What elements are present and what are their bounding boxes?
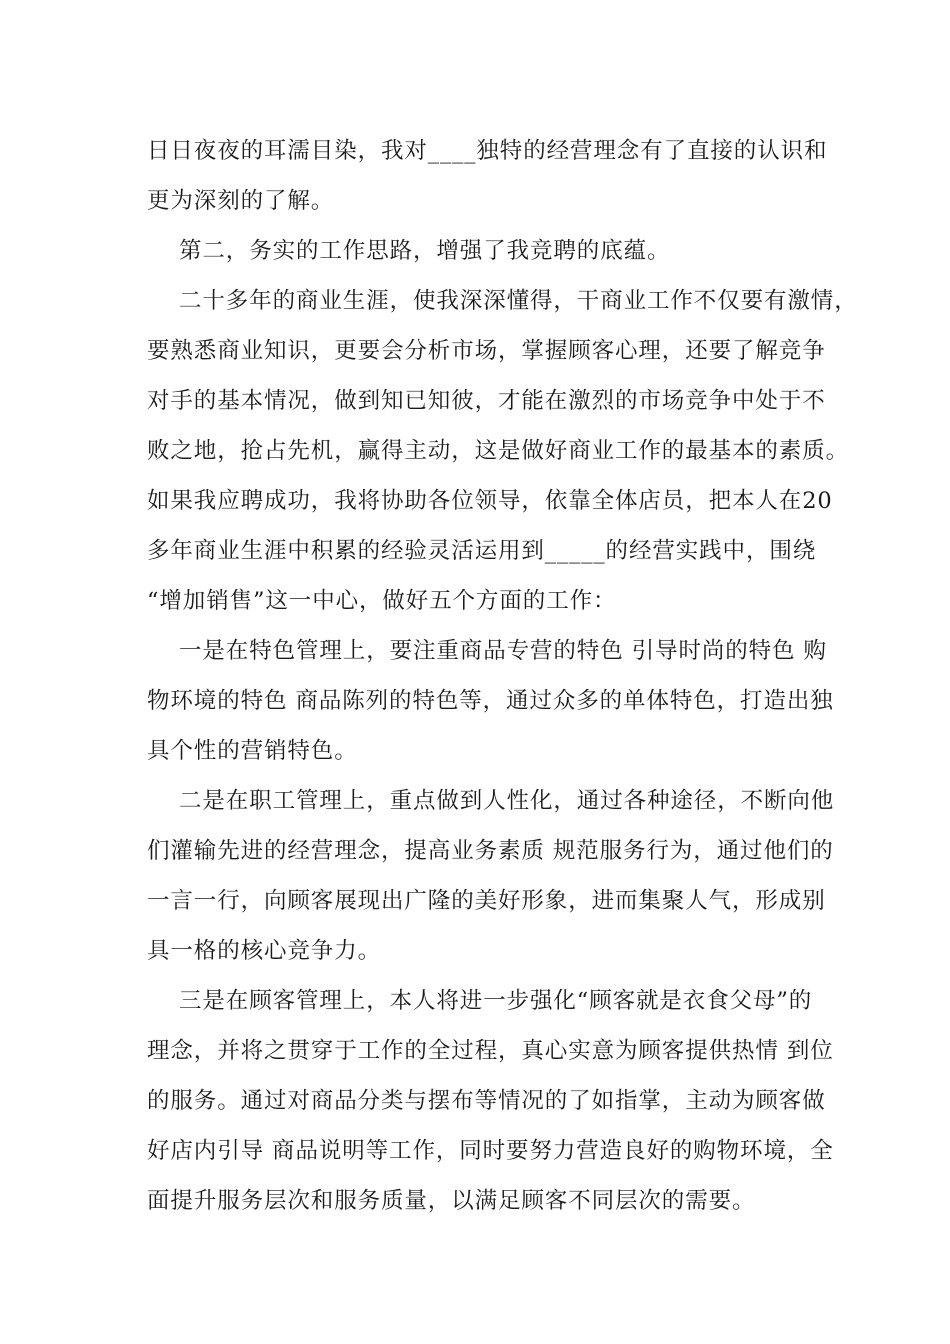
text-line: 具一格的核心竞争力。 (147, 938, 382, 964)
text-line: 一是在特色管理上，要注重商品专营的特色 引导时尚的特色 购 (179, 638, 827, 664)
text-line: 具个性的营销特色。 (147, 738, 358, 764)
paragraph-heading: 第二，务实的工作思路，增强了我竞聘的底蕴。 (179, 238, 671, 264)
text-line: 二是在职工管理上，重点做到人性化，通过各种途径，不断向他 (179, 788, 835, 814)
text-line: 二十多年的商业生涯，使我深深懂得，干商业工作不仅要有激情， (179, 288, 858, 314)
text-line: 对手的基本情况，做到知已知彼，才能在激烈的市场竞争中处于不 (147, 388, 826, 414)
text-line: 理念，并将之贯穿于工作的全过程，真心实意为顾客提供热情 到位 (147, 1038, 834, 1064)
text-line: “增加销售”这一中心，做好五个方面的工作： (147, 588, 617, 614)
text-line: 们灌输先进的经营理念，提高业务素质 规范服务行为，通过他们的 (147, 838, 834, 864)
text-line: 更为深刻的了解。 (147, 188, 335, 214)
text-line: 日日夜夜的耳濡目染，我对____独特的经营理念有了直接的认识和 (147, 138, 828, 164)
text-line: 面提升服务层次和服务质量，以满足顾客不同层次的需要。 (147, 1188, 756, 1214)
text-line: 三是在顾客管理上，本人将进一步强化“顾客就是衣食父母”的 (179, 988, 813, 1014)
text-line: 的服务。通过对商品分类与摆布等情况的了如指掌，主动为顾客做 (147, 1088, 826, 1114)
text-line: 如果我应聘成功，我将协助各位领导，依靠全体店员，把本人在20 (147, 488, 833, 514)
text-line: 要熟悉商业知识，更要会分析市场，掌握顾客心理，还要了解竞争 (147, 338, 826, 364)
text-line: 物环境的特色 商品陈列的特色等，通过众多的单体特色，打造出独 (147, 688, 834, 714)
text-line: 一言一行，向顾客展现出广隆的美好形象，进而集聚人气，形成别 (147, 888, 826, 914)
text-line: 好店内引导 商品说明等工作，同时要努力营造良好的购物环境，全 (147, 1138, 834, 1164)
text-line: 多年商业生涯中积累的经验灵活运用到_____的经营实践中，围绕 (147, 538, 817, 564)
text-line: 败之地，抢占先机，赢得主动，这是做好商业工作的最基本的素质。 (147, 438, 850, 464)
